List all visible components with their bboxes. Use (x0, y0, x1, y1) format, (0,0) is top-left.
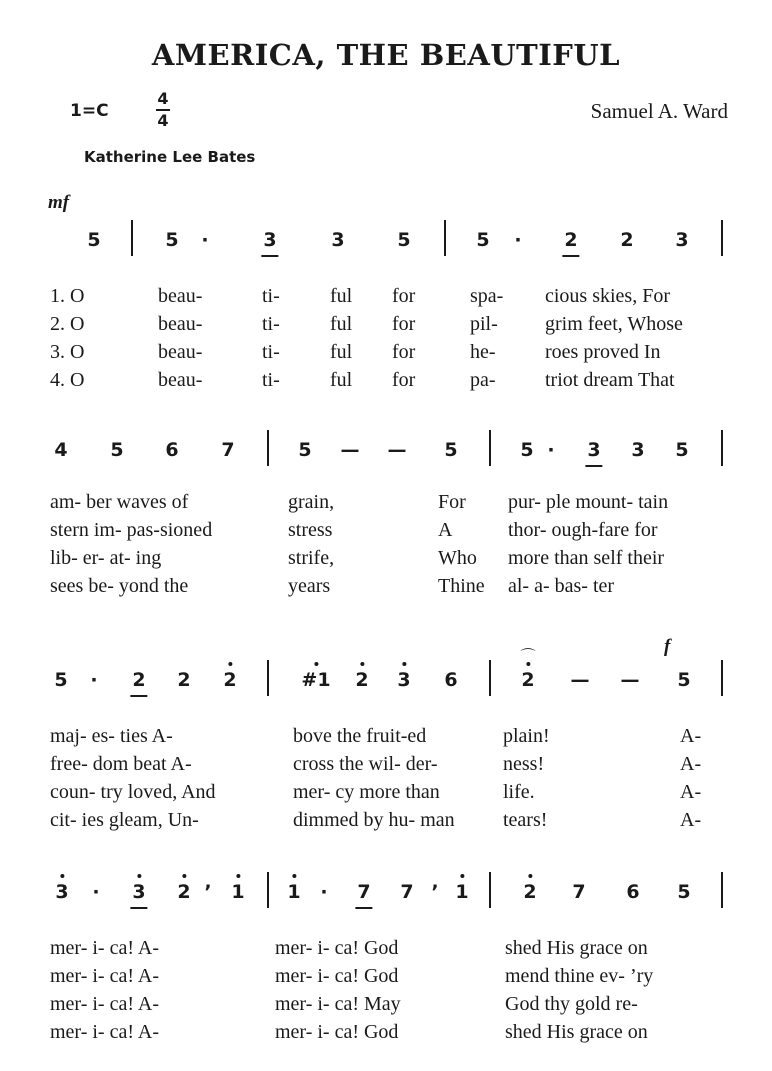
note: 2 (564, 228, 577, 252)
lyric-syllable: grim feet, Whose (545, 313, 683, 335)
time-signature (150, 90, 176, 130)
note: 5 (444, 439, 458, 461)
lyric-syllable: thor- ough-fare for (508, 519, 658, 541)
lyric-syllable: beau- (158, 313, 203, 335)
lyric-line-1-verse-1 (0, 283, 772, 311)
lyricist: Katherine Lee Bates (84, 148, 256, 166)
lyric-syllable: stress (288, 519, 333, 541)
octave-dot (137, 874, 141, 878)
note: 1 (231, 880, 244, 904)
lyric-line-3-verse-4 (0, 807, 772, 835)
music-line-3 (0, 647, 772, 708)
note: ’ (204, 881, 212, 903)
note: 5 (675, 439, 689, 461)
lyric-syllable: ti- (262, 369, 280, 391)
note: 3 (263, 228, 276, 252)
dot-rhythm: · (320, 881, 328, 903)
lyric-syllable: triot dream That (545, 369, 675, 391)
lyric-syllable: maj- es- ties A- (50, 725, 173, 747)
note: 2 ⌒ (521, 668, 534, 692)
tie-dash: — (340, 439, 360, 461)
lyric-syllable: for (392, 369, 416, 391)
lyric-syllable: coun- try loved, And (50, 781, 216, 803)
lyric-syllable: tears! (503, 809, 548, 831)
lyric-syllable: grain, (288, 491, 335, 513)
lyric-syllable: A- (680, 809, 702, 831)
lyric-line-1-verse-3 (0, 339, 772, 367)
note-underline (585, 465, 602, 467)
note: 2 (177, 880, 190, 904)
lyric-syllable: for (392, 285, 416, 307)
fermata-icon: ⌒ (520, 647, 536, 665)
dot-rhythm: · (90, 669, 98, 691)
barline (721, 872, 723, 908)
lyric-line-4-verse-2 (0, 963, 772, 991)
note: 5 (298, 439, 312, 461)
note: 1 (455, 880, 468, 904)
lyric-syllable: beau- (158, 341, 203, 363)
lyric-line-4-verse-3 (0, 991, 772, 1019)
time-signature-bottom: 4 (157, 111, 169, 130)
note: 3 (397, 668, 410, 692)
lyric-syllable: 4. O (50, 369, 85, 391)
lyric-syllable: years (288, 575, 331, 597)
lyric-syllable: A- (680, 725, 702, 747)
note-underline (130, 695, 147, 697)
lyric-syllable: mer- cy more than (293, 781, 440, 803)
lyric-syllable: mer- i- ca! May (275, 993, 401, 1015)
music-line-1 (0, 228, 772, 268)
lyric-syllable: mer- i- ca! God (275, 937, 399, 959)
lyric-syllable: life. (503, 781, 535, 803)
lyric-syllable: strife, (288, 547, 335, 569)
note: 6 (165, 439, 179, 461)
lyric-syllable: mer- i- ca! A- (50, 937, 159, 959)
lyric-syllable: lib- er- at- ing (50, 547, 162, 569)
lyric-syllable: cross the wil- der- (293, 753, 438, 775)
barline (267, 872, 269, 908)
lyric-syllable: beau- (158, 285, 203, 307)
lyric-syllable: A- (680, 753, 702, 775)
time-signature-top: 4 (157, 89, 169, 108)
lyric-line-1-verse-4 (0, 367, 772, 395)
note: 2 (132, 668, 145, 692)
tie-dash: — (570, 669, 590, 691)
lyric-line-3-verse-1 (0, 723, 772, 751)
lyric-line-2-verse-1 (0, 489, 772, 517)
note: 5 (476, 229, 490, 251)
note: 7 (400, 881, 414, 903)
lyric-syllable: A- (680, 781, 702, 803)
lyric-syllable: cious skies, For (545, 285, 670, 307)
lyric-syllable: pur- ple mount- tain (508, 491, 669, 513)
barline (489, 872, 491, 908)
barline (267, 660, 269, 696)
lyric-syllable: ful (330, 341, 353, 363)
music-line-4 (0, 880, 772, 920)
lyric-syllable: For (438, 491, 466, 513)
note: 3 (55, 880, 68, 904)
lyric-syllable: 1. O (50, 285, 85, 307)
lyric-syllable: ness! (503, 753, 545, 775)
lyric-syllable: mer- i- ca! A- (50, 1021, 159, 1043)
lyric-syllable: ful (330, 369, 353, 391)
lyric-syllable: he- (470, 341, 496, 363)
lyric-line-3-verse-3 (0, 779, 772, 807)
note: 7 (221, 439, 235, 461)
lyric-line-3-verse-2 (0, 751, 772, 779)
lyric-syllable: al- a- bas- ter (508, 575, 615, 597)
lyric-syllable: stern im- pas-sioned (50, 519, 213, 541)
dot-rhythm: · (547, 439, 555, 461)
octave-dot (314, 662, 318, 666)
lyric-syllable: free- dom beat A- (50, 753, 192, 775)
lyric-syllable: beau- (158, 369, 203, 391)
note: 5 (397, 229, 411, 251)
note: 2 (523, 880, 536, 904)
lyric-syllable: bove the fruit-ed (293, 725, 427, 747)
lyric-syllable: sees be- yond the (50, 575, 189, 597)
note: 7 (357, 880, 370, 904)
lyric-syllable: mer- i- ca! A- (50, 993, 159, 1015)
lyric-syllable: ful (330, 313, 353, 335)
lyric-syllable: for (392, 313, 416, 335)
note: 3 (631, 439, 645, 461)
octave-dot (228, 662, 232, 666)
lyric-syllable: ti- (262, 313, 280, 335)
lyric-syllable: spa- (470, 285, 504, 307)
octave-dot (460, 874, 464, 878)
note: 4 (54, 439, 68, 461)
barline (444, 220, 446, 256)
note: 5 (677, 881, 691, 903)
lyric-syllable: for (392, 341, 416, 363)
octave-dot (182, 874, 186, 878)
lyric-syllable: A (438, 519, 453, 541)
dot-rhythm: · (92, 881, 100, 903)
lyric-syllable: God thy gold re- (505, 993, 638, 1015)
note: 5 (54, 669, 68, 691)
barline (721, 220, 723, 256)
note: 6 (444, 669, 458, 691)
note: 5 (110, 439, 124, 461)
lyric-syllable: ti- (262, 341, 280, 363)
octave-dot (60, 874, 64, 878)
lyric-syllable: ful (330, 285, 353, 307)
note: 2 (177, 669, 191, 691)
lyric-syllable: pil- (470, 313, 498, 335)
barline (489, 660, 491, 696)
note: 5 (677, 669, 691, 691)
lyric-line-4-verse-1 (0, 935, 772, 963)
note: 6 (626, 881, 640, 903)
lyric-line-2-verse-3 (0, 545, 772, 573)
note: 5 (520, 439, 534, 461)
note: 2 (620, 229, 634, 251)
lyric-syllable: roes proved In (545, 341, 661, 363)
barline (721, 430, 723, 466)
lyric-syllable: dimmed by hu- man (293, 809, 455, 831)
tie-dash: — (620, 669, 640, 691)
note: 1 (287, 880, 300, 904)
tie-dash: — (387, 439, 407, 461)
note: #1 (301, 668, 330, 692)
lyric-syllable: 3. O (50, 341, 85, 363)
note: 3 (132, 880, 145, 904)
lyric-line-2-verse-4 (0, 573, 772, 601)
lyric-syllable: Thine (438, 575, 485, 597)
composer: Samuel A. Ward (590, 99, 728, 123)
note: 2 (355, 668, 368, 692)
note: 7 (572, 881, 586, 903)
key-signature: 1=C (70, 101, 109, 121)
barline (489, 430, 491, 466)
octave-dot (402, 662, 406, 666)
lyric-line-4-verse-4 (0, 1019, 772, 1047)
barline (267, 430, 269, 466)
lyric-syllable: shed His grace on (505, 1021, 648, 1043)
lyric-syllable: mend thine ev- ’ry (505, 965, 654, 987)
octave-dot (360, 662, 364, 666)
lyric-syllable: ti- (262, 285, 280, 307)
note: 3 (675, 229, 689, 251)
octave-dot (528, 874, 532, 878)
barline (131, 220, 133, 256)
note-underline (562, 255, 579, 257)
note: 3 (587, 438, 600, 462)
note: 5 (87, 229, 101, 251)
note: 5 (165, 229, 179, 251)
octave-dot (292, 874, 296, 878)
barline (721, 660, 723, 696)
note: 3 (331, 229, 345, 251)
lyric-syllable: 2. O (50, 313, 85, 335)
note-underline (261, 255, 278, 257)
lyric-syllable: am- ber waves of (50, 491, 189, 513)
dynamic-f: f (664, 636, 671, 657)
lyric-syllable: cit- ies gleam, Un- (50, 809, 199, 831)
lyric-line-1-verse-2 (0, 311, 772, 339)
lyric-syllable: Who (438, 547, 477, 569)
lyric-syllable: plain! (503, 725, 550, 747)
lyric-syllable: shed His grace on (505, 937, 648, 959)
note: ’ (431, 881, 439, 903)
octave-dot (236, 874, 240, 878)
song-title: AMERICA, THE BEAUTIFUL (151, 38, 621, 72)
dot-rhythm: · (514, 229, 522, 251)
lyric-syllable: pa- (470, 369, 496, 391)
lyric-line-2-verse-2 (0, 517, 772, 545)
note-underline (130, 907, 147, 909)
music-line-2 (0, 438, 772, 478)
lyric-syllable: mer- i- ca! A- (50, 965, 159, 987)
lyric-syllable: more than self their (508, 547, 665, 569)
note: 2 (223, 668, 236, 692)
note-underline (355, 907, 372, 909)
dot-rhythm: · (201, 229, 209, 251)
lyric-syllable: mer- i- ca! God (275, 1021, 399, 1043)
lyric-syllable: mer- i- ca! God (275, 965, 399, 987)
dynamic-mf: mf (48, 192, 70, 213)
